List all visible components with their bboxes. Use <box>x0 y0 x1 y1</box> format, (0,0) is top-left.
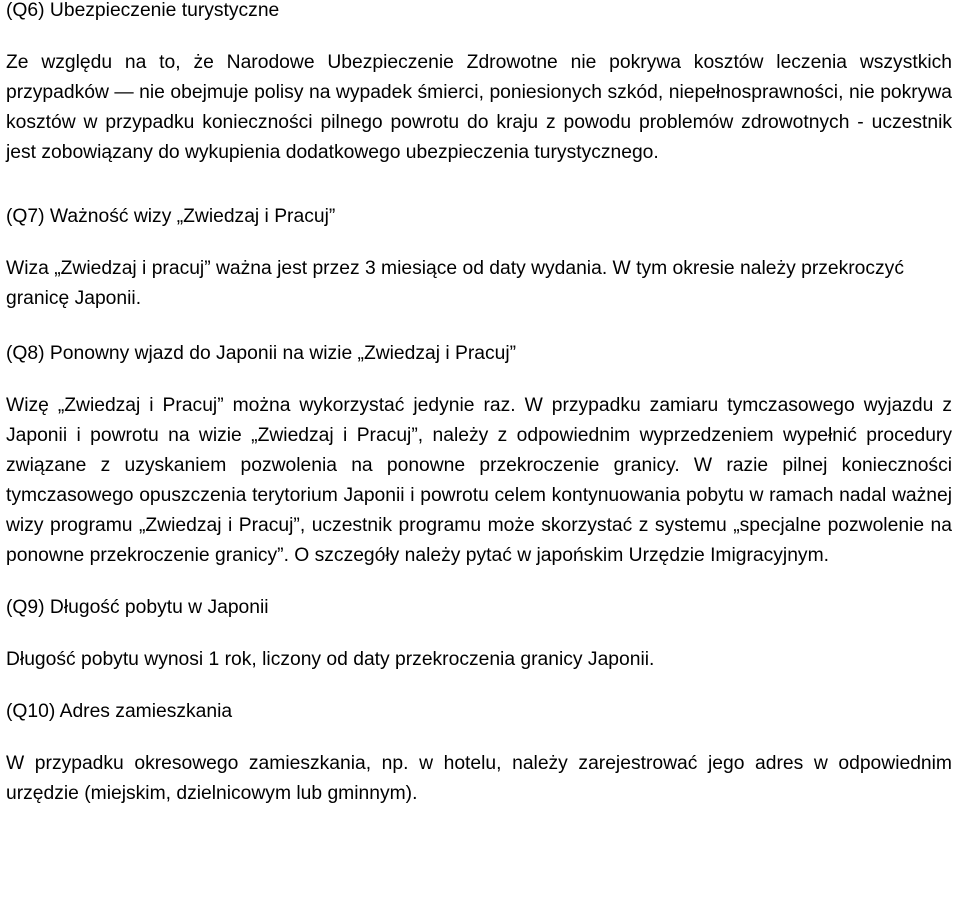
section-heading-q8: (Q8) Ponowny wjazd do Japonii na wizie „Zwiedzaj i Pracuj” <box>6 343 517 364</box>
section-body-q7: Wiza „Zwiedzaj i pracuj” ważna jest przez 3 miesiące od daty wydania. W tym okresie należy przekroczyć granicę Japonii. <box>6 258 904 309</box>
section-heading-q6: (Q6) Ubezpieczenie turystyczne <box>6 0 280 21</box>
section-body-q10: W przypadku okresowego zamieszkania, np. w hotelu, należy zarejestrować jego adres w odpowiednim urzędzie (miejskim, dzielnicowym lub gminnym). <box>6 753 952 804</box>
section-q6 <box>6 0 952 168</box>
section-q10 <box>6 697 952 809</box>
section-body-q9: Długość pobytu wynosi 1 rok, liczony od daty przekroczenia granicy Japonii. <box>6 649 655 670</box>
section-heading-q7: (Q7) Ważność wizy „Zwiedzaj i Pracuj” <box>6 206 336 227</box>
section-q8 <box>6 339 952 571</box>
section-q7 <box>6 202 952 314</box>
section-q9 <box>6 593 952 675</box>
section-heading-q10: (Q10) Adres zamieszkania <box>6 701 233 722</box>
section-heading-q9: (Q9) Długość pobytu w Japonii <box>6 597 269 618</box>
section-body-q8: Wizę „Zwiedzaj i Pracuj” można wykorzystać jedynie raz. W przypadku zamiaru tymczasowego wyjazdu z Japonii i powrotu na wizie „Zwiedzaj i Pracuj”, należy z odpowiednim wyprzedzeniem wypełnić procedury związane z uzyskaniem pozwolenia na ponowne przekroczenie granicy. W razie pilnej konieczności tymczasowego opuszczenia terytorium Japonii i powrotu celem kontynuowania pobytu w ramach nadal ważnej wizy programu „Zwiedzaj i Pracuj”, uczestnik programu może skorzystać z systemu „specjalne pozwolenie na ponowne przekroczenie granicy”. O szczegóły należy pytać w japońskim Urzędzie Imigracyjnym. <box>6 395 952 566</box>
section-body-q6: Ze względu na to, że Narodowe Ubezpieczenie Zdrowotne nie pokrywa kosztów leczenia wszystkich przypadków — nie obejmuje polisy na wypadek śmierci, poniesionych szkód, niepełnosprawności, nie pokrywa kosztów w przypadku konieczności pilnego powrotu do kraju z powodu problemów zdrowotnych - uczestnik jest zobowiązany do wykupienia dodatkowego ubezpieczenia turystycznego. <box>6 52 952 163</box>
